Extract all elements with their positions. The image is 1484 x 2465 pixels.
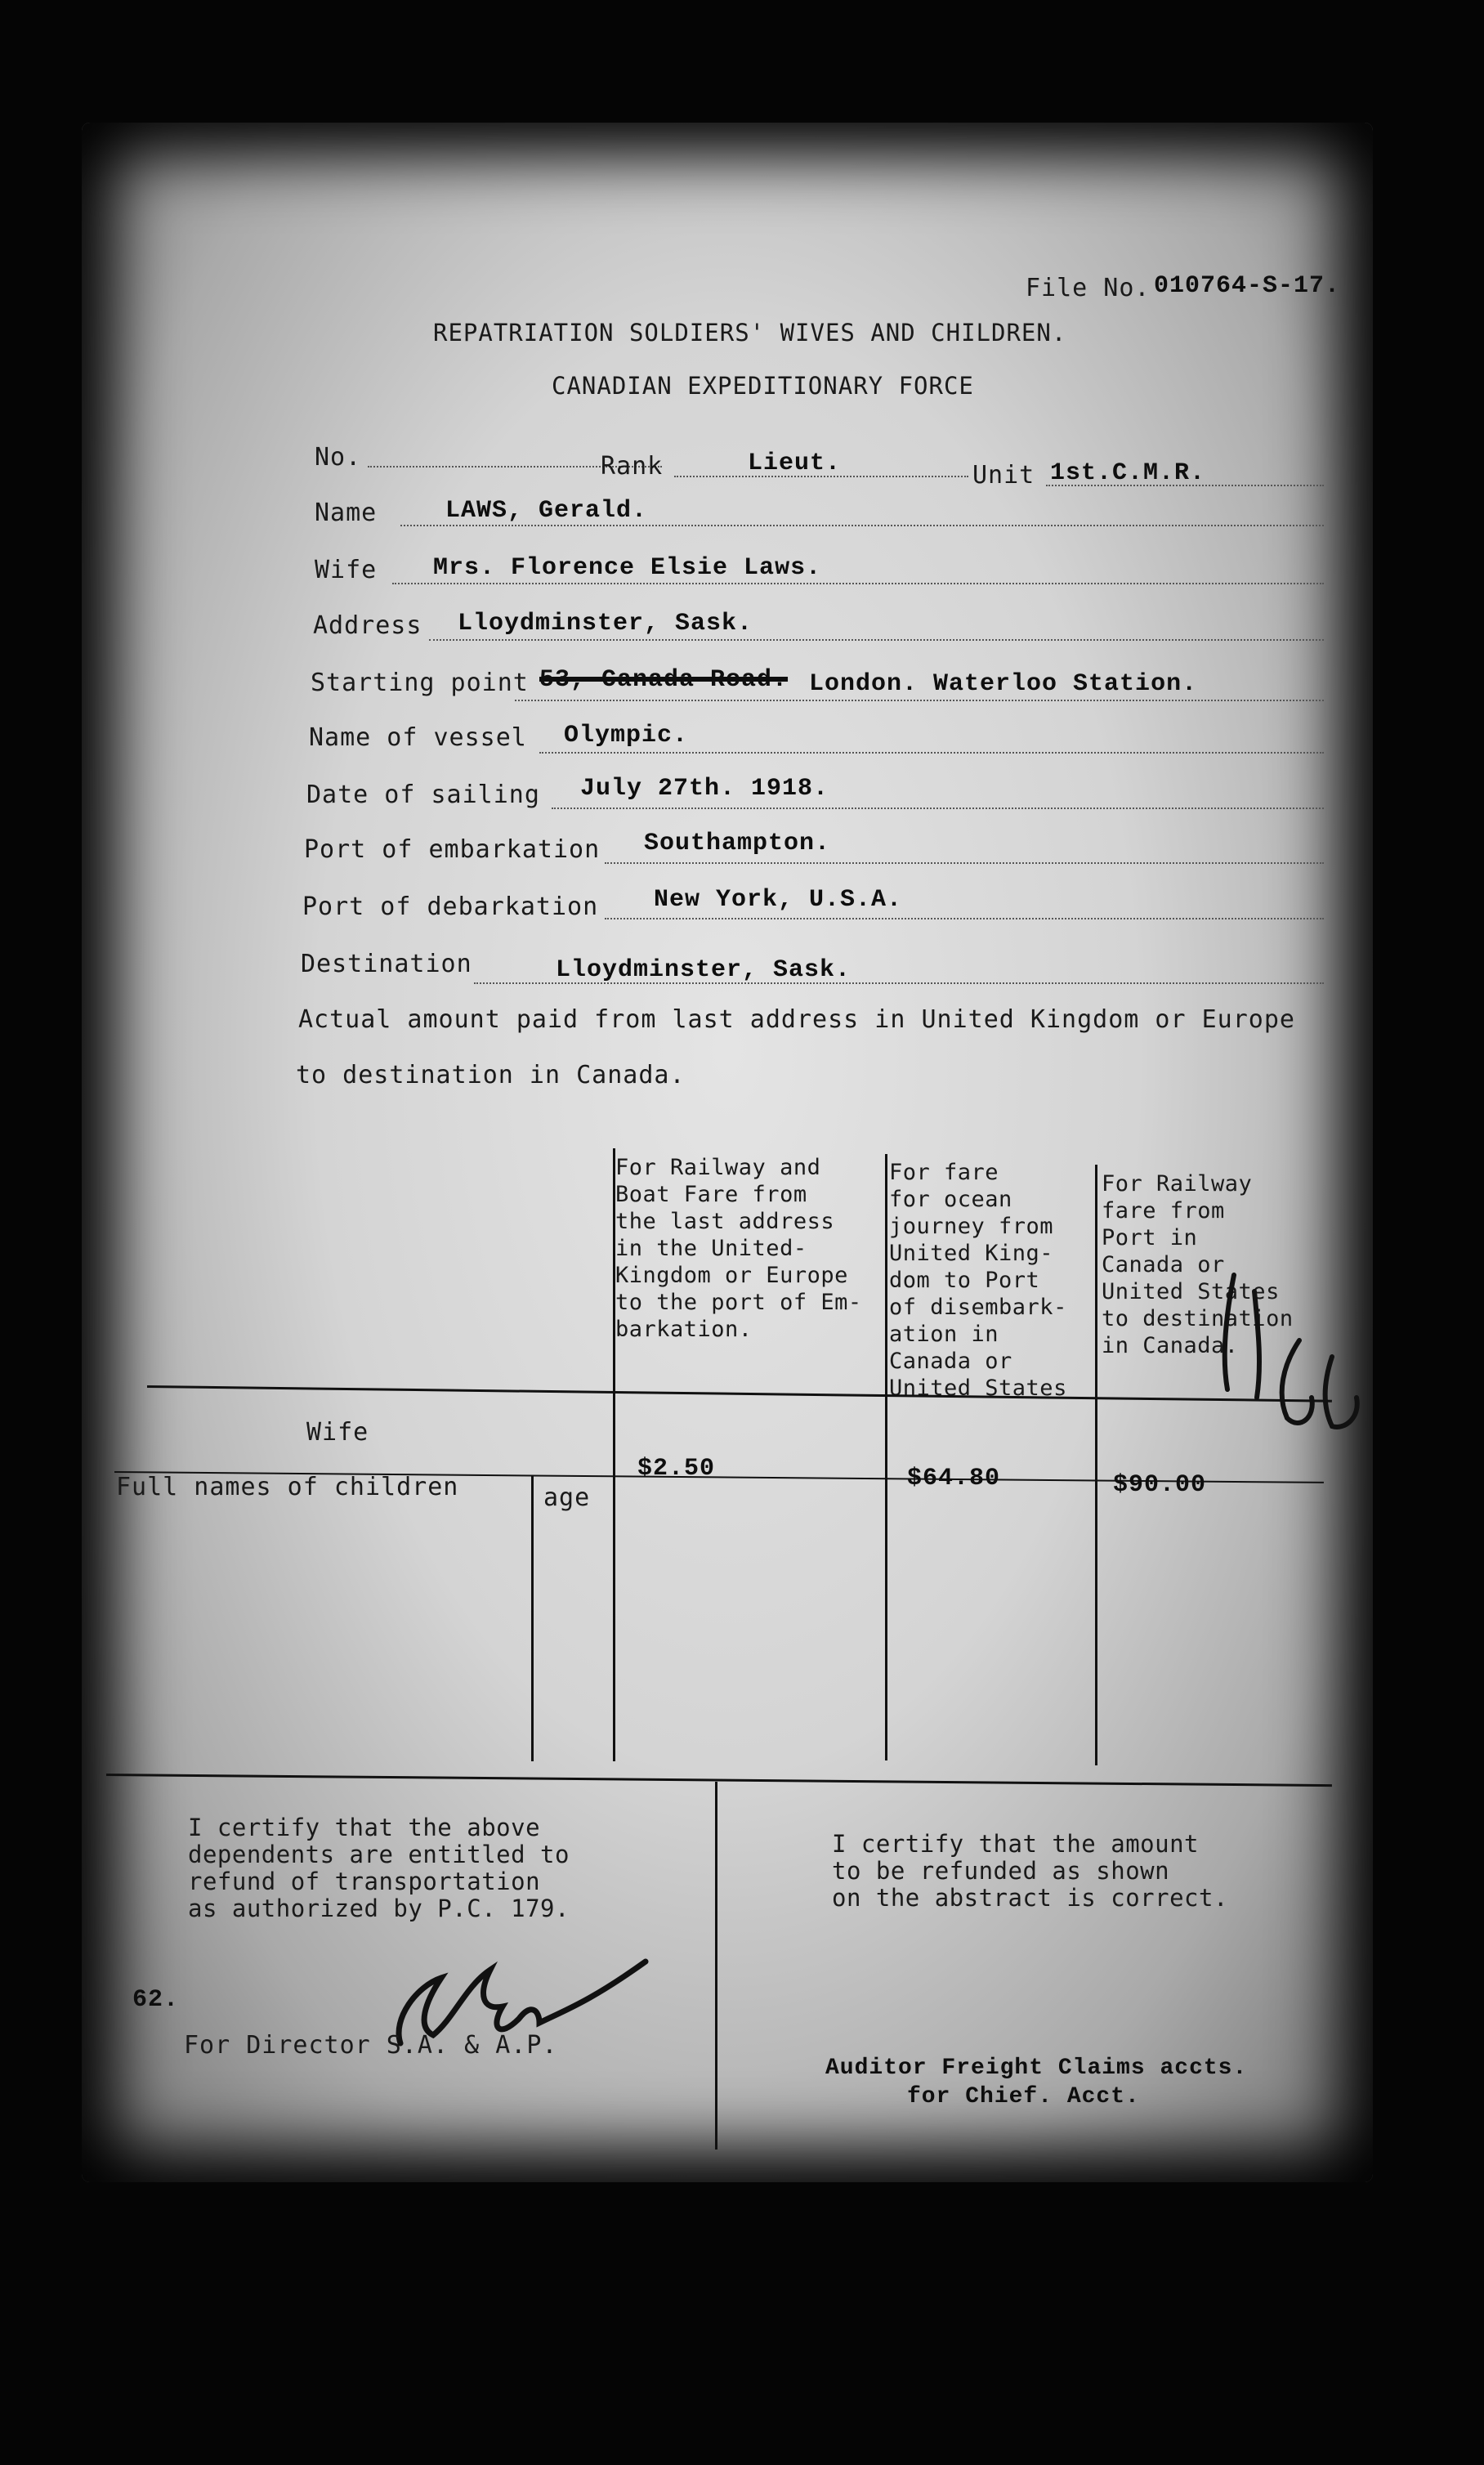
table-column-divider-1 bbox=[613, 1148, 615, 1761]
page-number: 62. bbox=[132, 1986, 180, 2014]
unit-value: 1st.C.M.R. bbox=[1050, 459, 1206, 487]
vessel-line bbox=[539, 752, 1324, 754]
destination-label: Destination bbox=[301, 950, 472, 978]
wife-label: Wife bbox=[315, 556, 378, 584]
destination-value: Lloydminster, Sask. bbox=[556, 956, 852, 984]
unit-line bbox=[1046, 485, 1324, 486]
children-column-label: Full names of children bbox=[116, 1473, 459, 1501]
address-line bbox=[429, 639, 1324, 641]
wife-line bbox=[392, 583, 1324, 584]
file-number-value: 010764-S-17. bbox=[1154, 272, 1341, 300]
wife-value: Mrs. Florence Elsie Laws. bbox=[433, 554, 822, 582]
wife-amount-rail-destination: $90.00 bbox=[1113, 1471, 1207, 1499]
debarkation-label: Port of debarkation bbox=[302, 892, 599, 921]
certification-right-text: I certify that the amount to be refunded as shown on the abstract is correct. bbox=[832, 1830, 1228, 1912]
debarkation-line bbox=[605, 918, 1324, 919]
table-column-divider-2 bbox=[885, 1154, 887, 1760]
address-label: Address bbox=[313, 611, 422, 640]
column-header-rail-to-destination: For Railway fare from Port in Canada or United States to destination in Canada. bbox=[1102, 1171, 1294, 1358]
auditor-label-line-2: for Chief. Acct. bbox=[907, 2084, 1140, 2109]
name-line bbox=[400, 525, 1324, 526]
vessel-label: Name of vessel bbox=[309, 723, 527, 752]
starting-point-struck: 53, Canada Road. bbox=[539, 666, 789, 694]
debarkation-value: New York, U.S.A. bbox=[654, 886, 903, 914]
name-label: Name bbox=[315, 499, 378, 527]
wife-row-label: Wife bbox=[306, 1418, 369, 1447]
form-subtitle: CANADIAN EXPEDITIONARY FORCE bbox=[552, 372, 974, 400]
vessel-value: Olympic. bbox=[564, 722, 689, 749]
age-column-label: age bbox=[543, 1483, 591, 1512]
handwritten-initials-mark bbox=[1177, 1242, 1389, 1455]
column-header-rail-boat-to-embarkation: For Railway and Boat Fare from the last address in the United- Kingdom or Europe to the port of Em- barkation. bbox=[615, 1155, 862, 1342]
sailing-line bbox=[552, 808, 1324, 809]
table-column-divider-3 bbox=[1095, 1165, 1097, 1765]
name-value: LAWS, Gerald. bbox=[445, 497, 648, 525]
form-title: REPATRIATION SOLDIERS' WIVES AND CHILDREN. bbox=[433, 319, 1067, 347]
auditor-label-line-1: Auditor Freight Claims accts. bbox=[825, 2056, 1248, 2081]
embarkation-line bbox=[605, 862, 1324, 864]
amount-note-line-1: Actual amount paid from last address in United Kingdom or Europe bbox=[298, 1005, 1295, 1034]
wife-amount-ocean: $64.80 bbox=[907, 1465, 1001, 1492]
table-header-rule bbox=[147, 1385, 1332, 1402]
starting-point-value: London. Waterloo Station. bbox=[809, 670, 1198, 698]
unit-label: Unit bbox=[972, 461, 1035, 490]
director-label: For Director S.A. & A.P. bbox=[184, 2031, 558, 2060]
address-value: Lloydminster, Sask. bbox=[458, 610, 753, 638]
embarkation-label: Port of embarkation bbox=[304, 835, 601, 864]
document-page bbox=[82, 123, 1373, 2182]
rank-label: Rank bbox=[601, 452, 664, 481]
no-label: No. bbox=[315, 443, 362, 472]
sailing-label: Date of sailing bbox=[306, 781, 540, 809]
column-header-ocean-fare: For fare for ocean journey from United King- dom to Port of disembark- ation in Canada or United States bbox=[889, 1160, 1067, 1401]
table-age-divider bbox=[531, 1475, 534, 1761]
destination-line bbox=[474, 982, 1324, 984]
rank-line bbox=[674, 476, 968, 477]
wife-amount-rail-boat: $2.50 bbox=[637, 1455, 716, 1483]
starting-point-line bbox=[515, 700, 1324, 701]
table-bottom-rule bbox=[106, 1774, 1332, 1787]
sailing-value: July 27th. 1918. bbox=[580, 775, 829, 803]
file-number-label: File No. bbox=[1026, 274, 1151, 302]
starting-point-label: Starting point bbox=[311, 669, 529, 697]
embarkation-value: Southampton. bbox=[644, 830, 831, 857]
certification-divider bbox=[715, 1782, 717, 2150]
amount-note-line-2: to destination in Canada. bbox=[296, 1061, 686, 1089]
rank-value: Lieut. bbox=[748, 450, 842, 477]
certification-left-text: I certify that the above dependents are entitled to refund of transportation as authorized by P.C. 179. bbox=[188, 1814, 570, 1922]
